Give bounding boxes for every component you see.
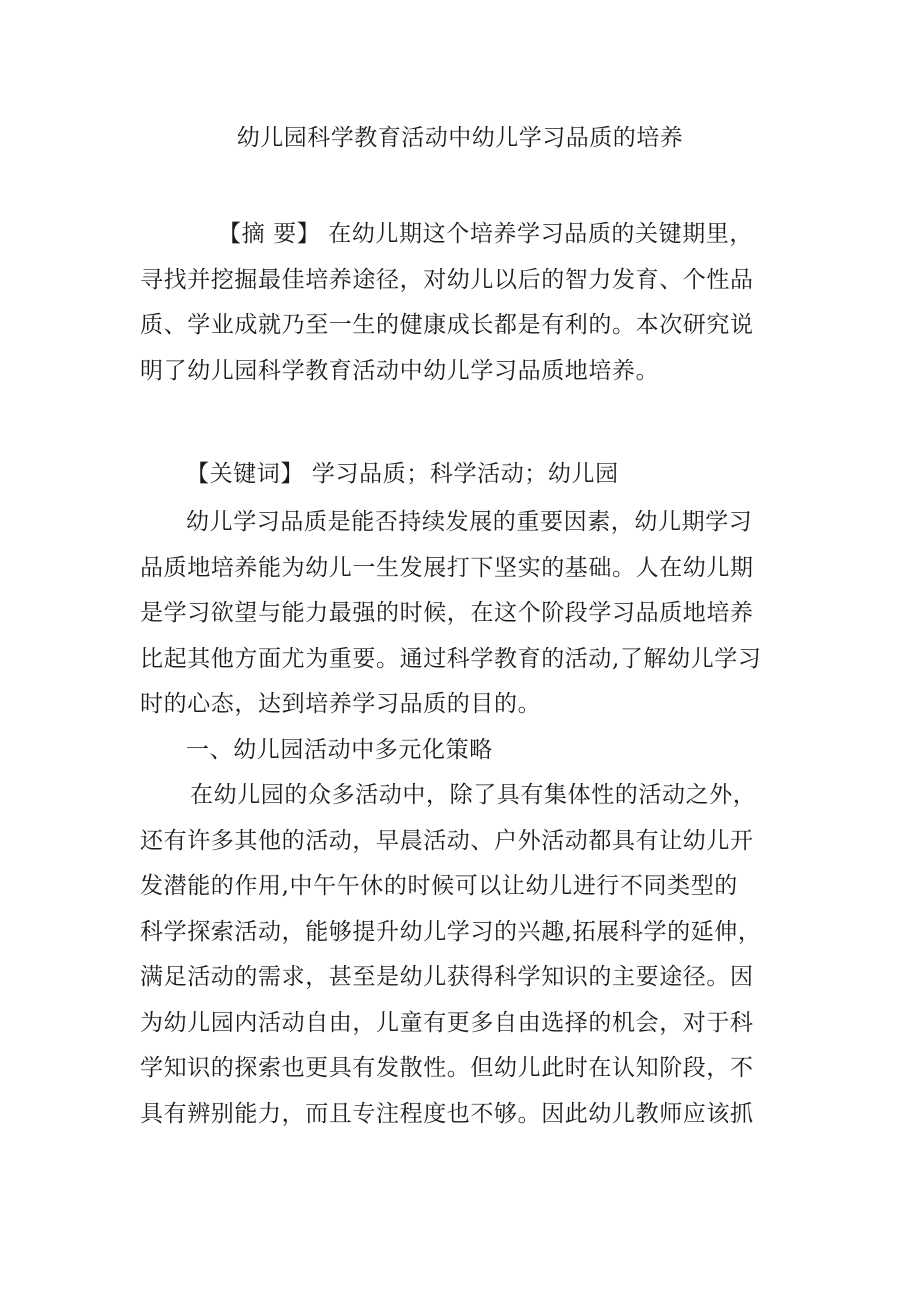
paragraph-line: 学知识的探索也更具有发散性。但幼儿此时在认知阶段，不 (140, 1055, 754, 1081)
paragraph-line: 时的心态，达到培养学习品质的目的。 (140, 691, 542, 717)
paragraph-line: 是学习欲望与能力最强的时候，在这个阶段学习品质地培养 (140, 600, 754, 626)
section-heading: 一、幼儿园活动中多元化策略 (186, 736, 493, 763)
abstract-line: 【摘 要】 在幼儿期这个培养学习品质的关键期里， (218, 221, 754, 247)
paragraph-line: 为幼儿园内活动自由，儿童有更多自由选择的机会，对于科 (140, 1009, 754, 1036)
paragraph-line: 还有许多其他的活动，早晨活动、户外活动都具有让幼儿开 (140, 827, 754, 854)
abstract-section (140, 212, 790, 394)
keywords-line: 【关键词】 学习品质；科学活动；幼儿园 (186, 461, 619, 487)
paragraph-line: 幼儿学习品质是能否持续发展的重要因素，幼儿期学习 (186, 509, 753, 535)
paragraph-line: 满足活动的需求，甚至是幼儿获得科学知识的主要途径。因 (140, 964, 754, 990)
document-title: 幼儿园科学教育活动中幼儿学习品质的培养 (236, 125, 684, 151)
keywords-section (140, 452, 790, 498)
paragraph-line: 具有辨别能力，而且专注程度也不够。因此幼儿教师应该抓 (140, 1100, 754, 1127)
paragraph-line: 品质地培养能为幼儿一生发展打下坚实的基础。人在幼儿期 (140, 554, 754, 581)
body-text (140, 500, 790, 1137)
paragraph-line: 科学探索活动，能够提升幼儿学习的兴趣,拓展科学的延伸， (140, 918, 762, 945)
paragraph-line: 比起其他方面尤为重要。通过科学教育的活动,了解幼儿学习 (140, 645, 762, 672)
paragraph-line: 发潜能的作用,中午午休的时候可以让幼儿进行不同类型的 (140, 873, 738, 899)
abstract-line: 明了幼儿园科学教育活动中幼儿学习品质地培养。 (140, 357, 660, 384)
paragraph-line: 在幼儿园的众多活动中，除了具有集体性的活动之外， (190, 782, 757, 808)
abstract-line: 寻找并挖掘最佳培养途径，对幼儿以后的智力发育、个性品 (140, 266, 754, 293)
abstract-line: 质、学业成就乃至一生的健康成长都是有利的。本次研究说 (140, 312, 754, 338)
